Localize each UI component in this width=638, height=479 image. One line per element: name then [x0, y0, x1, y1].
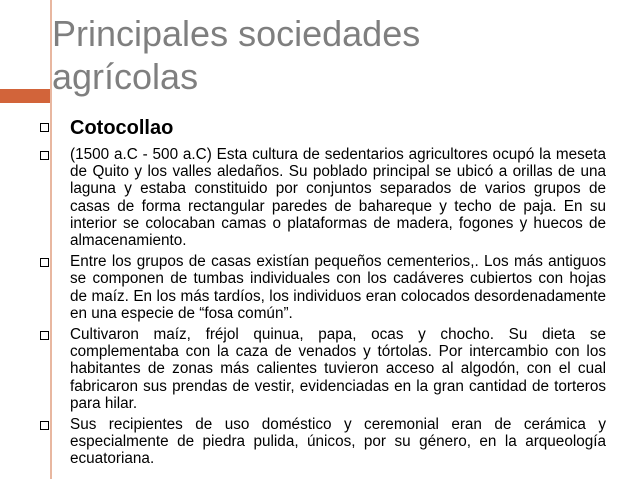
- bullet-text: Sus recipientes de uso doméstico y ceremonial eran de cerámica y especialmente de piedra pulida, únicos, por su género, en la arqueología ecuatoriana.: [70, 416, 606, 468]
- bullet-text: Entre los grupos de casas existían pequeños cementerios,. Los más antiguos se componen de tumbas individuales con los cadáveres cubiertos con hojas de maíz. En los más tardíos, los individuos eran colocados desordenadamente en una especie de “fosa común”.: [70, 253, 606, 322]
- square-bullet-icon: [40, 421, 49, 430]
- slide-content: [40, 114, 606, 472]
- slide-title: [52, 12, 612, 98]
- bullet-item: [40, 253, 606, 322]
- section-heading: Cotocollao: [70, 117, 174, 139]
- bullet-item: [40, 146, 606, 249]
- title-line-2: agrícolas: [52, 56, 199, 97]
- square-bullet-icon: [40, 331, 49, 340]
- square-bullet-icon: [40, 151, 49, 160]
- bullet-text: (1500 a.C - 500 a.C) Esta cultura de sedentarios agricultores ocupó la meseta de Quito y los valles aledaños. Su poblado principal se ubicó a orillas de una laguna y estaba constituido por conjuntos separados de varios grupos de casas de forma rectangular paredes de bahareque y techo de paja. En su interior se colocaban camas o plataformas de madera, fogones y huecos de almacenamiento.: [70, 146, 606, 250]
- bullet-item: [40, 326, 606, 412]
- title-line-1: Principales sociedades: [52, 13, 421, 54]
- bullet-text: Cultivaron maíz, fréjol quinua, papa, ocas y chocho. Su dieta se complementaba con la caza de venados y tórtolas. Por intercambio con los habitantes de zonas más calientes tuvieron acceso al algodón, con el cual fabricaron sus prendas de vestir, evidenciadas en la gran cantidad de torteros para hilar.: [70, 326, 606, 412]
- bullet-item: [40, 416, 606, 468]
- square-bullet-icon: [40, 258, 49, 267]
- title-accent-bar: [0, 89, 50, 103]
- bullet-heading: [40, 114, 606, 142]
- square-bullet-icon: [40, 123, 49, 132]
